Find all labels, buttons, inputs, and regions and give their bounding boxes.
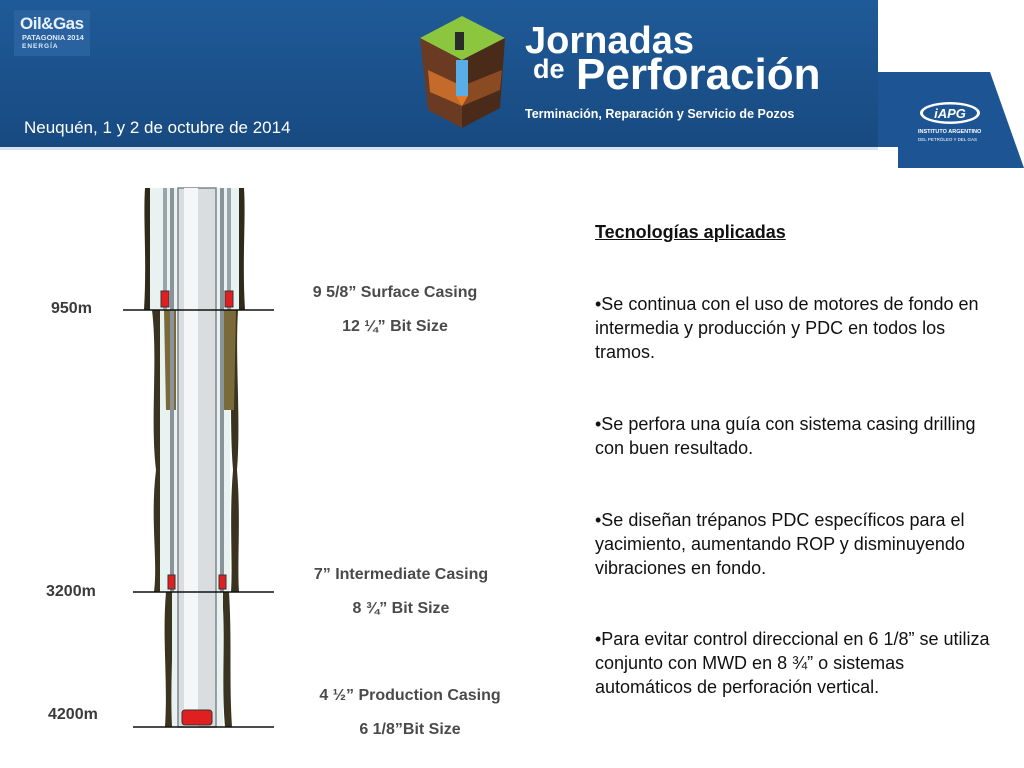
bullet-directional-control: •Para evitar control direccional en 6 1/8” se utiliza conjunto con MWD en 8 ¾” o sistemas automáticos de perforación vertical. [595, 629, 990, 697]
production-casing [178, 188, 216, 727]
surface-casing-label: 9 5/8” Surface Casing [312, 284, 478, 301]
surface-bit-size-label: 12 ¼” Bit Size [342, 318, 448, 335]
intermediate-bit-size-label: 8 ¾” Bit Size [352, 600, 450, 617]
production-casing-shoe [182, 710, 212, 725]
iapg-caption-line1: INSTITUTO ARGENTINO [918, 129, 982, 135]
production-bit-size-label: 6 1/8”Bit Size [359, 721, 461, 738]
bullet-mud-motors: •Se continua con el uso de motores de fondo en intermedia y producción y PDC en todos los tramos. [595, 294, 979, 362]
depth-label-3200m: 3200m [46, 583, 96, 600]
production-casing-label: 4 ½” Production Casing [319, 687, 501, 704]
bullet-pdc-bits: •Se diseñan trépanos PDC específicos para el yacimiento, aumentando ROP y disminuyendo vibraciones en fondo. [595, 510, 965, 578]
svg-text:iAPG: iAPG [934, 106, 966, 121]
event-logo-tagline: ENERGÍA [22, 43, 59, 50]
depth-label-4200m: 4200m [48, 706, 98, 723]
conference-title-line2: Perforación [576, 50, 821, 99]
conference-title-line1: Jornadas [525, 20, 694, 62]
conference-title-de: de [533, 54, 565, 84]
technologies-heading: Tecnologías aplicadas [595, 222, 786, 242]
location-date: Neuquén, 1 y 2 de octubre de 2014 [24, 118, 291, 137]
intermediate-casing-label: 7” Intermediate Casing [313, 566, 489, 583]
event-logo-subtitle: PATAGONIA 2014 [22, 33, 84, 42]
depth-label-950m: 950m [51, 300, 92, 317]
conference-subtitle: Terminación, Reparación y Servicio de Pozos [525, 107, 795, 121]
iapg-caption-line2: DEL PETRÓLEO Y DEL GAS [918, 137, 978, 142]
event-logo-title: Oil&Gas [20, 14, 84, 33]
bullet-casing-drilling: •Se perfora una guía con sistema casing drilling con buen resultado. [595, 414, 976, 458]
